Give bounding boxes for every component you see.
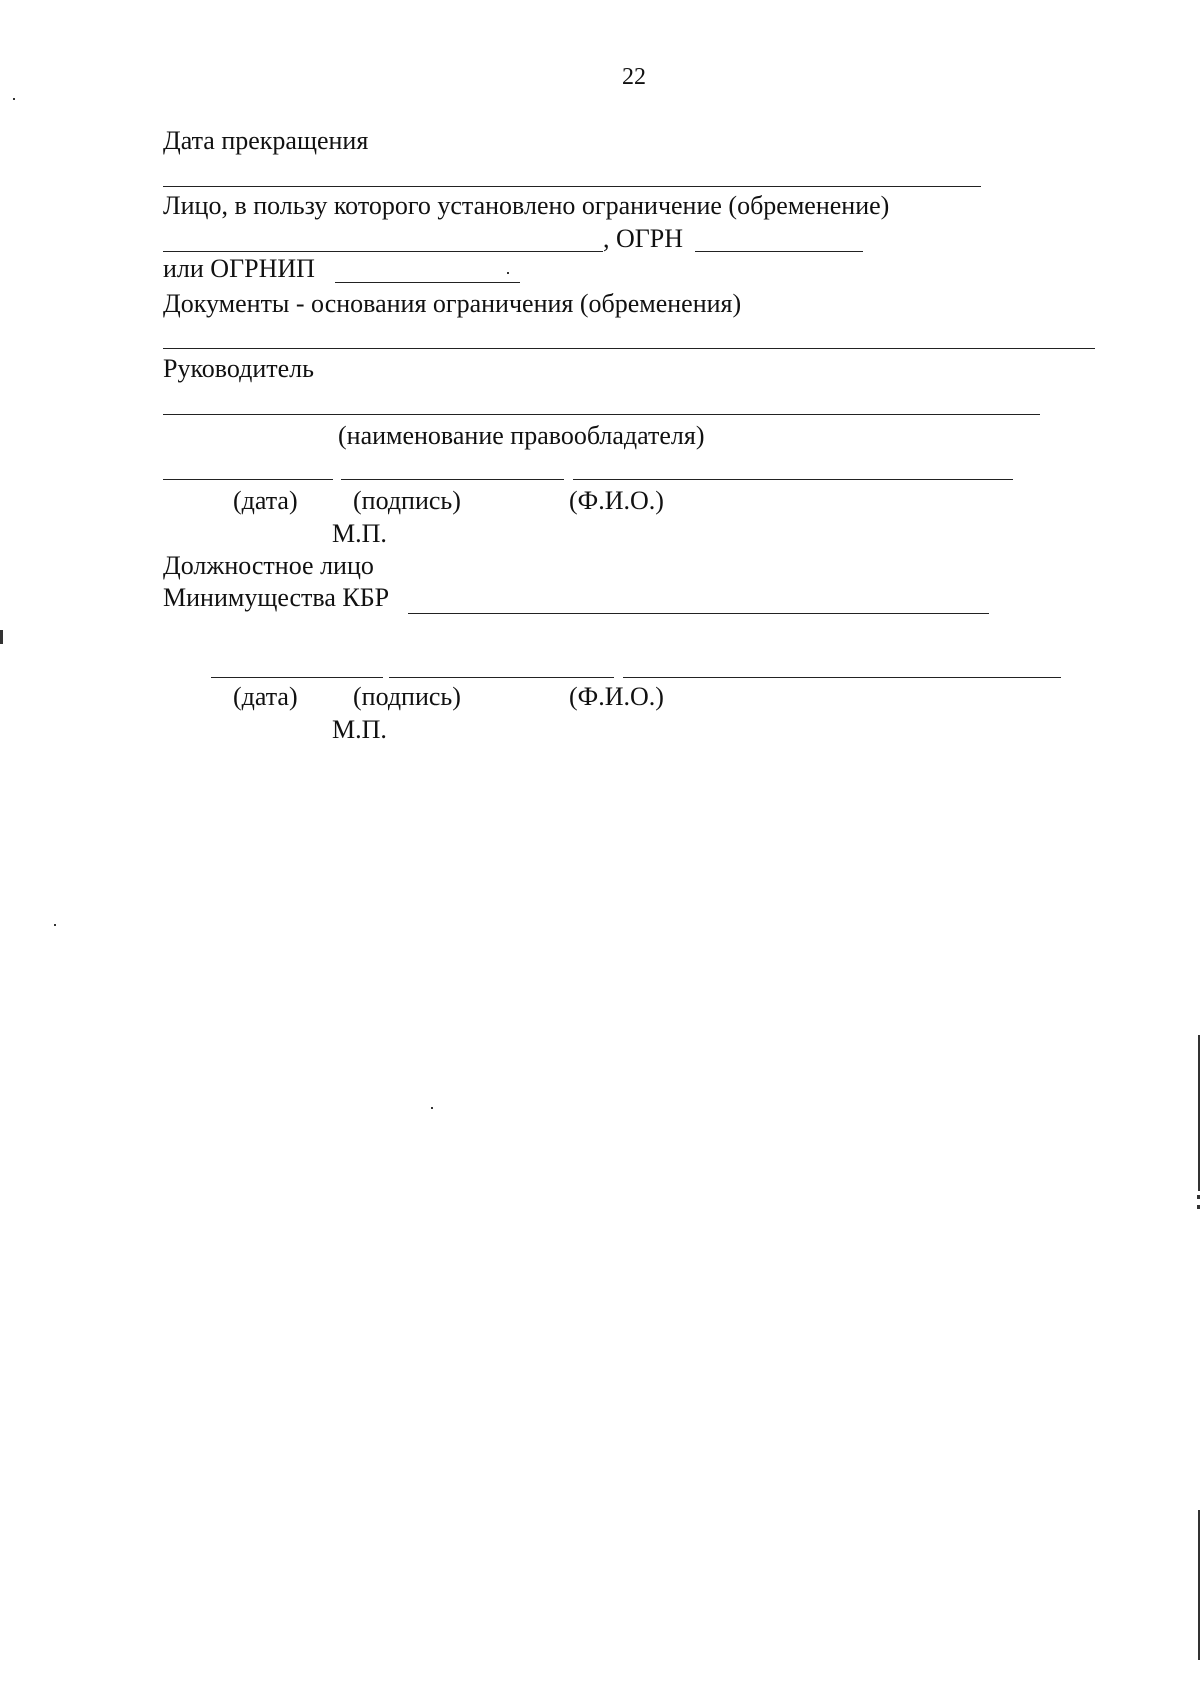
- date-field-line-1: [163, 479, 333, 480]
- stamp-label-2: М.П.: [332, 715, 387, 744]
- scan-speck-3: [431, 1107, 433, 1109]
- date-field-line-2: [211, 677, 383, 678]
- scan-mark-left: [0, 630, 3, 644]
- ogrn-label: , ОГРН: [603, 224, 684, 253]
- scan-speck-4: [507, 272, 509, 274]
- signature-caption-2: (подпись): [353, 682, 461, 711]
- fio-field-line-2: [623, 677, 1061, 678]
- fio-caption-2: (Ф.И.О.): [569, 682, 664, 711]
- official-label-line1: Должностное лицо: [163, 551, 374, 580]
- beneficiary-label: Лицо, в пользу которого установлено ограничение (обременение): [163, 191, 890, 220]
- documents-label: Документы - основания ограничения (обременения): [163, 289, 742, 318]
- ogrnip-label: или ОГРНИП: [163, 254, 315, 283]
- date-caption-1: (дата): [233, 486, 298, 515]
- stamp-label-1: М.П.: [332, 519, 387, 548]
- fio-field-line-1: [573, 479, 1013, 480]
- ogrnip-field-line: [335, 282, 520, 283]
- date-caption-2: (дата): [233, 682, 298, 711]
- documents-field-line: [163, 348, 1095, 349]
- scan-speck-1: [13, 98, 15, 100]
- signature-field-line-1: [341, 479, 564, 480]
- official-field-line: [408, 613, 989, 614]
- ogrn-field-line: [695, 251, 863, 252]
- scan-speck-2: [54, 924, 56, 926]
- beneficiary-name-field-line: [163, 251, 603, 252]
- page-number: 22: [622, 64, 646, 90]
- fio-caption-1: (Ф.И.О.): [569, 486, 664, 515]
- holder-name-caption: (наименование правообладателя): [338, 421, 705, 450]
- head-label: Руководитель: [163, 354, 314, 383]
- holder-name-field-line: [163, 414, 1040, 415]
- termination-date-field-line: [163, 186, 981, 187]
- official-label-line2: Минимущества КБР: [163, 583, 390, 612]
- signature-caption-1: (подпись): [353, 486, 461, 515]
- termination-date-label: Дата прекращения: [163, 126, 369, 155]
- signature-field-line-2: [389, 677, 614, 678]
